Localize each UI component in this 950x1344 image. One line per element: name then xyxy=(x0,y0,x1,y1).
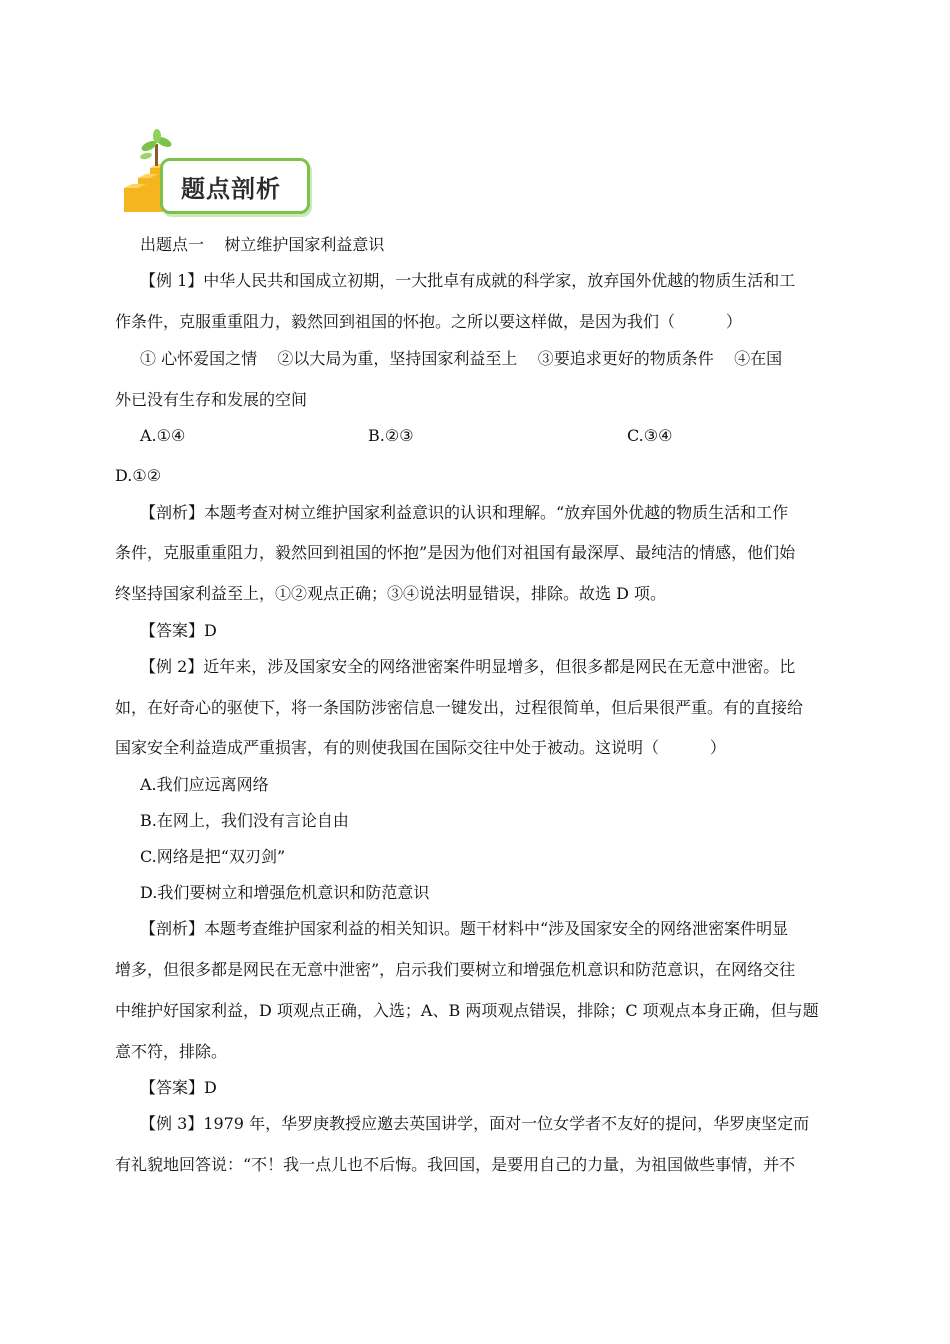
example-2-option-a: A.我们应远离网络 xyxy=(140,775,269,794)
badge-title: 题点剖析 xyxy=(181,175,281,203)
example-1-line-1: 【例 1】中华人民共和国成立初期，一大批卓有成就的科学家，放弃国外优越的物质生活和工 xyxy=(140,271,796,290)
section-badge xyxy=(118,128,310,220)
example-3-line-2: 有礼貌地回答说：“不！我一点儿也不后悔。我回国，是要用自己的力量，为祖国做些事情，并不 xyxy=(115,1155,796,1174)
example-2-analysis-3: 中维护好国家利益，D 项观点正确，入选；A、B 两项观点错误，排除；C 项观点本身正确，但与题 xyxy=(115,1001,819,1020)
example-2-option-c: C.网络是把“双刃剑” xyxy=(140,847,286,866)
example-2-analysis-1: 【剖析】本题考查维护国家利益的相关知识。题干材料中“涉及国家安全的网络泄密案件明显 xyxy=(140,919,789,938)
example-2-line-3: 国家安全利益造成严重损害，有的则使我国在国际交往中处于被动。这说明（ ） xyxy=(115,738,726,757)
example-2-option-b: B.在网上，我们没有言论自由 xyxy=(140,811,349,830)
example-1-option-d: D.①② xyxy=(115,466,162,485)
section-title: 出题点一 树立维护国家利益意识 xyxy=(140,235,385,254)
example-2-analysis-4: 意不符，排除。 xyxy=(115,1042,228,1061)
example-2-line-2: 如，在好奇心的驱使下，将一条国防涉密信息一键发出，过程很简单，但后果很严重。有的直接给 xyxy=(115,698,804,717)
example-2-line-1: 【例 2】近年来，涉及国家安全的网络泄密案件明显增多，但很多都是网民在无意中泄密。比 xyxy=(140,657,796,676)
badge-frame xyxy=(160,158,310,214)
example-2-analysis-2: 增多，但很多都是网民在无意中泄密”，启示我们要树立和增强危机意识和防范意识，在网络交往 xyxy=(115,960,796,979)
example-1-analysis-1: 【剖析】本题考查对树立维护国家利益意识的认识和理解。“放弃国外优越的物质生活和工作 xyxy=(140,503,789,522)
example-1-option-c: C.③④ xyxy=(627,426,673,445)
example-1-analysis-2: 条件，克服重重阻力，毅然回到祖国的怀抱”是因为他们对祖国有最深厚、最纯洁的情感，他们始 xyxy=(115,543,796,562)
example-1-option-b: B.②③ xyxy=(368,426,414,445)
example-1-line-4: 外已没有生存和发展的空间 xyxy=(115,390,308,409)
example-3-line-1: 【例 3】1979 年，华罗庚教授应邀去英国讲学，面对一位女学者不友好的提问，华罗庚坚定而 xyxy=(140,1114,810,1133)
example-1-option-a: A.①④ xyxy=(140,426,186,445)
example-1-line-3: ① 心怀爱国之情 ②以大局为重，坚持国家利益至上 ③要追求更好的物质条件 ④在国 xyxy=(140,349,783,368)
example-1-line-2: 作条件，克服重重阻力，毅然回到祖国的怀抱。之所以要这样做，是因为我们（ ） xyxy=(115,312,742,331)
example-1-answer: 【答案】D xyxy=(140,621,217,640)
example-2-answer: 【答案】D xyxy=(140,1078,217,1097)
example-2-option-d: D.我们要树立和增强危机意识和防范意识 xyxy=(140,883,430,902)
example-1-analysis-3: 终坚持国家利益至上，①②观点正确；③④说法明显错误，排除。故选 D 项。 xyxy=(115,584,667,603)
